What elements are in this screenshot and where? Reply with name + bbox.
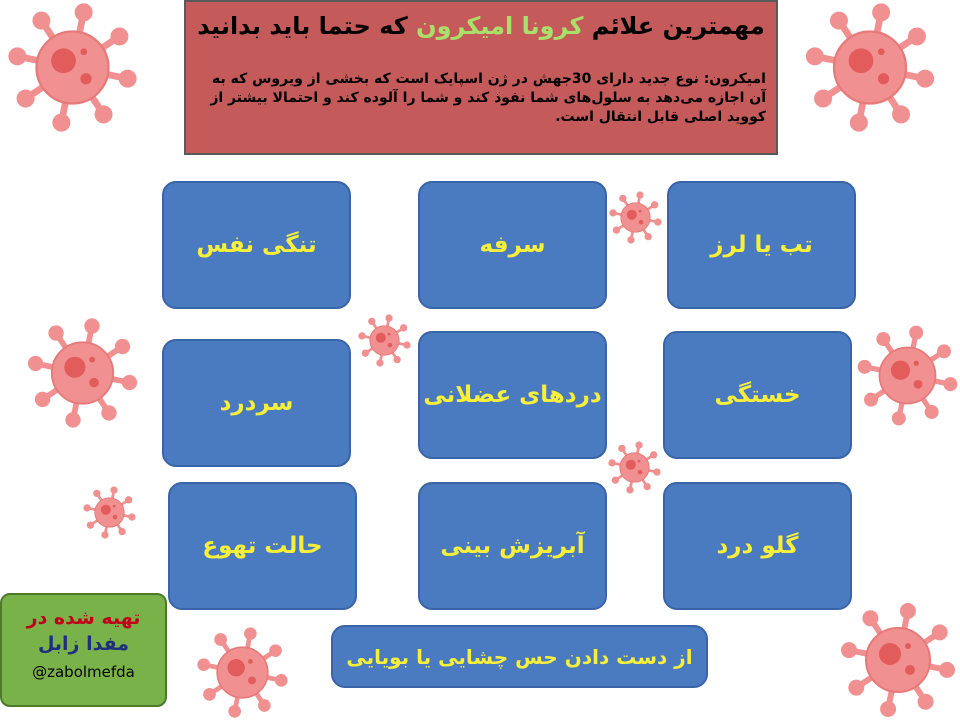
virus-icon: [838, 600, 958, 720]
description-body: نوع جدید دارای 30جهش در ژن اسپایک است که بخشی از ویروس که به آن اجازه می‌دهد به سلول‌های شما نفوذ کند و شما را آلوده کند و احتمالا بیشتر از کووید اصلی قابل انتقال است.: [210, 71, 766, 125]
symptom-cough: [418, 181, 607, 309]
title-part1: مهمترین علائم: [591, 12, 765, 40]
symptom-label: گلو درد: [716, 533, 799, 559]
title-highlight: کرونا امیکرون: [416, 12, 584, 40]
symptom-label: دردهای عضلانی: [423, 382, 602, 408]
virus-icon: [25, 313, 140, 433]
virus-icon: [0, 0, 145, 135]
page-title: [186, 12, 776, 40]
symptom-nausea: [168, 482, 357, 610]
virus-icon: [608, 190, 663, 245]
symptom-sore-throat: [663, 482, 852, 610]
symptom-label: از دست دادن حس چشایی یا بویایی: [346, 644, 693, 669]
virus-icon: [357, 313, 412, 368]
symptom-label: سرفه: [479, 232, 546, 258]
symptom-loss-of-taste-smell: [331, 625, 708, 688]
symptom-fatigue: [663, 331, 852, 459]
virus-icon: [795, 0, 945, 135]
symptom-runny-nose: [418, 482, 607, 610]
title-part2: که حتما باید بدانید: [197, 12, 408, 40]
description-term: امیکرون:: [703, 71, 766, 87]
symptom-label: تب یا لرز: [710, 232, 813, 258]
symptom-label: سردرد: [219, 390, 294, 416]
symptom-label: خستگی: [714, 382, 801, 408]
description: [200, 70, 766, 127]
credit-line1: تهیه شده در: [26, 607, 141, 629]
header-banner: [184, 0, 778, 155]
symptom-label: تنگی نفس: [196, 232, 317, 258]
symptom-fever: [667, 181, 856, 309]
credit-line2: مفدا زابل: [37, 633, 130, 655]
symptom-label: حالت تهوع: [202, 533, 323, 559]
virus-icon: [607, 440, 662, 495]
virus-icon: [82, 485, 137, 540]
symptom-label: آبریزش بینی: [440, 533, 585, 559]
credit-box: [0, 593, 167, 707]
virus-icon: [855, 318, 960, 433]
virus-icon: [195, 625, 290, 720]
symptom-headache: [162, 339, 351, 467]
symptom-muscle-aches: [418, 331, 607, 459]
symptom-shortness-of-breath: [162, 181, 351, 309]
credit-handle: @zabolmefda: [32, 663, 135, 681]
